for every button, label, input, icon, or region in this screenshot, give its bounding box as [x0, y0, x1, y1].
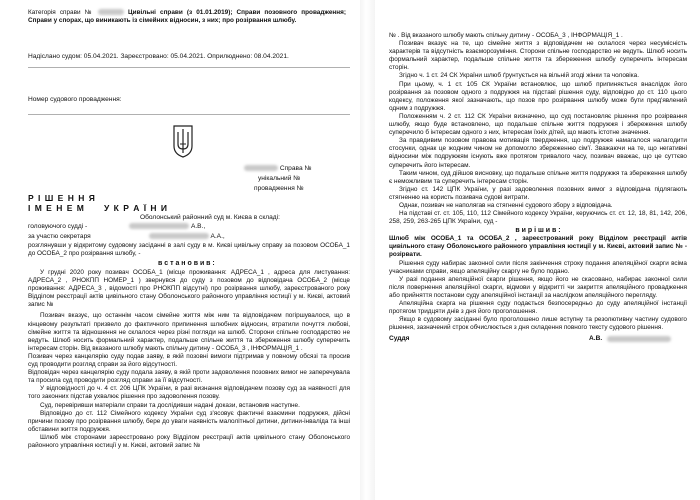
page-gutter [360, 0, 375, 500]
redacted-text [149, 233, 209, 239]
proceeding-number-label: Номер судового провадження: [28, 96, 122, 103]
paragraph: Суд, перевіривши матеріали справи та дослідивши надані докази, встановив наступне. [40, 401, 300, 409]
signature-line [389, 334, 687, 344]
decided-heading: в и р і ш и в : [515, 227, 561, 235]
paragraph: Позивач через канцелярію суду подав заяву, в якій позовні вимоги підтримав у повному обсязі та просив суд проводити розгляд справи за його відсутності. [28, 352, 350, 369]
paragraph: Позивач вказує, що останнім часом сімейне життя між ним та відповідачем погіршувалося, що в кінцевому результаті призвело до фактичного припинення шлюбних відносин, втратили почуття любові, сімейне життя та відношення не склалося через різні погляди на шлюб. Сторони спільне господарство не ведуть. Шлюб носить формальний характер, подальше спільне життя та збереження шлюбу суперечить інтересам сторін. Від вказаного шлюбу мають спільну дитину - ОСОБА_3 , ІНФОРМАЦІЯ_1 . [28, 312, 350, 352]
proceeding-no-label: провадження № [254, 185, 304, 192]
paragraph: Відповідно до ст. 112 Сімейного кодексу України суд з'ясовує фактичні взаємини подружжя, дійсні причини позову про розірвання шлюбу, бере до уваги наявність малолітньої дитини, дитини-інваліда та інші обставини життя подружжя. [28, 409, 350, 433]
paragraph: Якщо в судовому засіданні було проголошено лише вступну та резолютивну частину судового рішення, зазначений строк обчислюється з дня складення повного тексту судового рішення. [389, 316, 687, 332]
redacted-text [607, 336, 671, 342]
paragraph: Таким чином, суд дійшов висновку, що подальше спільне життя подружжя та збереження шлюбу є неможливим та суперечить інтересам сторін. [389, 169, 687, 185]
paragraph: На підставі ст. ст. 105, 110, 112 Сімейного кодексу України, керуючись ст. ст. 12, 18, 81, 142, 206, 258, 259, 263-265 ЦПК України, суд - [389, 210, 687, 226]
redacted-text [129, 223, 189, 229]
paragraph: У відповідності до ч. 4 ст. 206 ЦПК України, в разі визнання відповідачем позову суд за наявності для того законних підстав ухвалює рішення про задоволення позову. [28, 385, 350, 401]
paragraph: Позивач вказує на те, що сімейне життя з відповідачем не склалося через несумісність характерів та відсутність взаєморозуміння. Сторони спільне господарство не ведуть. Шлюб носить формальний характер, подальше спільне життя та збереження шлюбу суперечить інтересам сторін. [389, 40, 687, 72]
established-heading: в с т а н о в и в : [158, 260, 215, 267]
category-block [28, 9, 346, 25]
publication-dates: Надіслано судом: 05.04.2021. Зареєстровано: 05.04.2021. Оприлюднено: 08.04.2021. [28, 53, 289, 60]
paragraph: Рішення суду набирає законної сили після закінчення строку подання апеляційної скарги всіма учасниками справи, якщо апеляційну скаргу не було подано. [389, 259, 687, 275]
paragraph: Положенням ч. 2 ст. 112 СК України визначено, що суд постановляє рішення про розірвання шлюбу, якщо буде встановлено, що подальше спільне життя подружжя і збереження шлюбу суперечило б інтересам одного з них, інтересам їхніх дітей, що мають істотне значення. [389, 112, 687, 137]
paragraph: При цьому, ч. 1 ст. 105 СК України встановлює, що шлюб припиняється внаслідок його розірвання за позовом одного з подружжя на підставі рішення суду, відповідно до ст. 110 цього кодексу, положення якої зазначають, що позов про розірвання шлюбу може бути пред'явлений одним з подружжя. [389, 80, 687, 112]
case-numbers [244, 164, 312, 194]
category-value: Цивільні справи (з 01.01.2019); Справи позовного провадження; Справи у спорах, що виникають із сімейних відносин, з них; про розірвання шлюбу. [28, 9, 346, 25]
judge-line [28, 223, 205, 231]
redacted-text [98, 9, 124, 15]
case-no-label: Справа № [279, 165, 312, 172]
signature-label: Суддя [389, 335, 410, 343]
paragraph: Апеляційна скарга на рішення суду подається безпосередньо до суду апеляційної інстанції протягом тридцяти днів з дня його проголошення. [389, 300, 687, 316]
redacted-text [244, 165, 278, 171]
paragraph: Згідно ст. 142 ЦПК України, у разі задоволення позовних вимог з відповідача підлягають стягненню на користь позивача судові витрати. [389, 185, 687, 201]
paragraph: Згідно ч. 1 ст. 24 СК України шлюб ґрунтується на вільній згоді жінки та чоловіка. [399, 72, 639, 80]
paragraph: Однак, позивач не наполягав на стягненні судового збору з відповідача. [399, 201, 613, 209]
paragraph: У разі подання апеляційної скарги рішення, якщо його не скасовано, набирає законної сили після повернення апеляційної скарги, відмови у відкритті чи закриття апеляційного провадження або прийняття постанови суду апеляційної інстанції за наслідком апеляційного перегляду. [389, 275, 687, 299]
judge-label: головуючого судді - [28, 223, 88, 230]
paragraph: За правдивим позовом правова мотивація твердження, що подружжя намагалося налагодити стосунки, однак це жодним чином не допомогло збереженню сім'ї. Зважаючи на те, що негативні відносини між подружжям існують вже протягом тривалого часу, позивач вважає, що це суттєво суперечить його інтересам. [389, 137, 687, 169]
divider [28, 67, 350, 68]
decision-title-line3: У К Р А Ї Н И [104, 203, 169, 213]
document-right-page [375, 0, 700, 500]
signature-name: А.В. [589, 335, 603, 343]
paragraph: У грудні 2020 року позивач ОСОБА_1 (місце проживання: АДРЕСА_1 , адреса для листування: АДРЕСА_2 , РНОКПП НОМЕР_1 ) звернувся до суду з позовом до відповідача ОСОБА_2 (місце проживання: АДРЕСА_3 , відомості про РНОКПП відсутні) про розірвання шлюбу, зареєстрованого року Відділом реєстрації актів цивільного стану Оболонського районного управління юстиції у м. Києві, актовий запис № [28, 269, 350, 309]
considered-text: розглянувши у відкритому судовому засіданні в залі суду в м. Києві цивільну справу за позовом ОСОБА_1 до ОСОБА_2 про розірвання шлюбу, - [28, 242, 350, 258]
secretary-line [28, 233, 225, 241]
right-body [389, 32, 687, 344]
left-body [28, 269, 350, 450]
category-label: Категорія справи № [28, 9, 94, 16]
trident-coat-of-arms-icon [172, 124, 194, 158]
secretary-name: А.А., [210, 233, 225, 240]
unique-no-label: унікальний № [258, 175, 301, 182]
court-composition: Оболонський районний суд м. Києва в складі: [140, 214, 280, 221]
secretary-label: за участю секретаря [28, 233, 91, 240]
judge-name: А.В., [190, 223, 206, 230]
decision-title-line1: Р І Ш Е Н Н Я [28, 193, 96, 203]
divider [28, 114, 350, 115]
paragraph: Відповідач через канцелярію суду подала заяву, в якій проти задоволення позовних вимог не заперечувала та просила суд проводити розгляд справи за її відсутності. [28, 369, 350, 385]
paragraph: Шлюб між сторонами зареєстровано року Відділом реєстрації актів цивільного стану Оболонського районного управління юстиції у м. Києві, актовий запис № [28, 433, 350, 449]
decision-title-line2: І М Е Н Е М [28, 203, 85, 213]
paragraph: № . Від вказаного шлюбу мають спільну дитину - ОСОБА_3 , ІНФОРМАЦІЯ_1 . [389, 32, 623, 39]
decision-text: Шлюб між ОСОБА_1 та ОСОБА_2 , зареєстрований року Відділом реєстрації актів цивільного стану Оболонського районного управління юстиції у м. Києві, актовий запис № - розірвати. [389, 235, 687, 259]
